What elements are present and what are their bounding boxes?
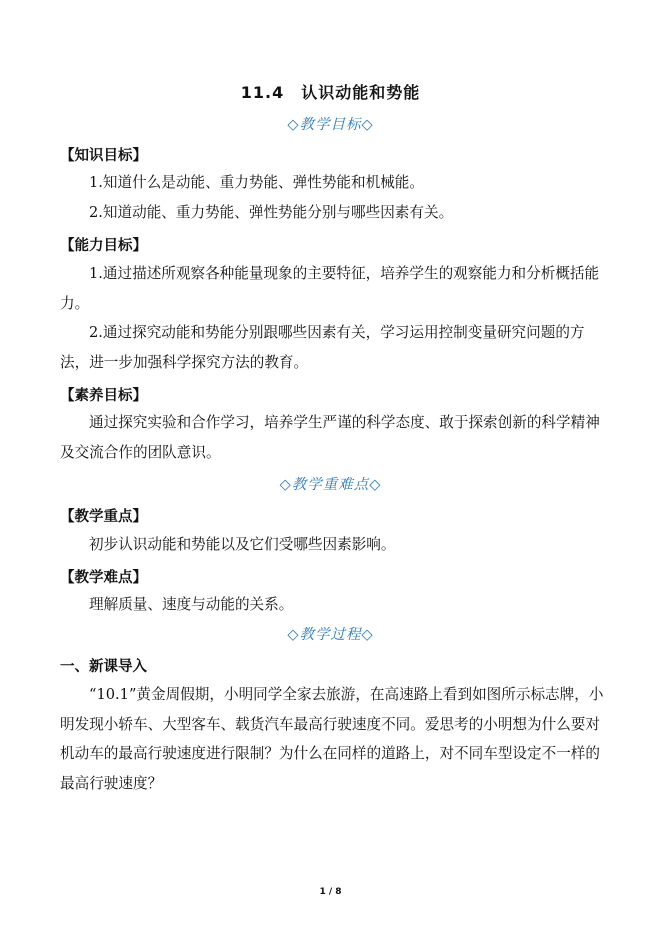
focus-item-1: 初步认识动能和势能以及它们受哪些因素影响。 (89, 536, 396, 553)
ability-item-1: 1.通过描述所观察各种能量现象的主要特征，培养学生的观察能力和分析概括能力。 (60, 265, 600, 312)
literacy-item-1: 通过探究实验和合作学习，培养学生严谨的科学态度、敢于探索创新的科学精神及交流合作的团队意识。 (60, 414, 600, 461)
page-title: 11.4 认识动能和势能 (240, 83, 421, 102)
banner-key-points: ◇教学重难点◇ (279, 477, 382, 493)
knowledge-item-1: 1.知道什么是动能、重力势能、弹性势能和机械能。 (89, 174, 424, 191)
ability-item-2: 2.通过探究动能和势能分别跟哪些因素有关，学习运用控制变量研究问题的方法，进一步加强科学探究方法的教育。 (60, 324, 585, 371)
banner-teaching-goals: ◇教学目标◇ (287, 117, 374, 133)
heading-ability-goals: 【能力目标】 (60, 238, 147, 254)
difficulty-item-1: 理解质量、速度与动能的关系。 (89, 596, 294, 613)
heading-teaching-difficulty: 【教学难点】 (60, 570, 147, 586)
knowledge-item-2: 2.知道动能、重力势能、弹性势能分别与哪些因素有关。 (89, 204, 454, 221)
page-number: 1 / 8 (319, 887, 342, 897)
heading-teaching-focus: 【教学重点】 (60, 509, 147, 525)
heading-new-lesson-intro: 一、新课导入 (60, 659, 147, 675)
heading-literacy-goals: 【素养目标】 (60, 388, 147, 404)
intro-paragraph: “10.1”黄金周假期，小明同学全家去旅游，在高速路上看到如图所示标志牌，小明发现小轿车、大型客车、载货汽车最高行驶速度不同。爱思考的小明想为什么要对机动车的最高行驶速度进行限制？为什么在同样的道路上，对不同车型设定不一样的最高行驶速度？ (60, 686, 604, 792)
heading-knowledge-goals: 【知识目标】 (60, 148, 147, 164)
banner-teaching-process: ◇教学过程◇ (287, 627, 374, 643)
